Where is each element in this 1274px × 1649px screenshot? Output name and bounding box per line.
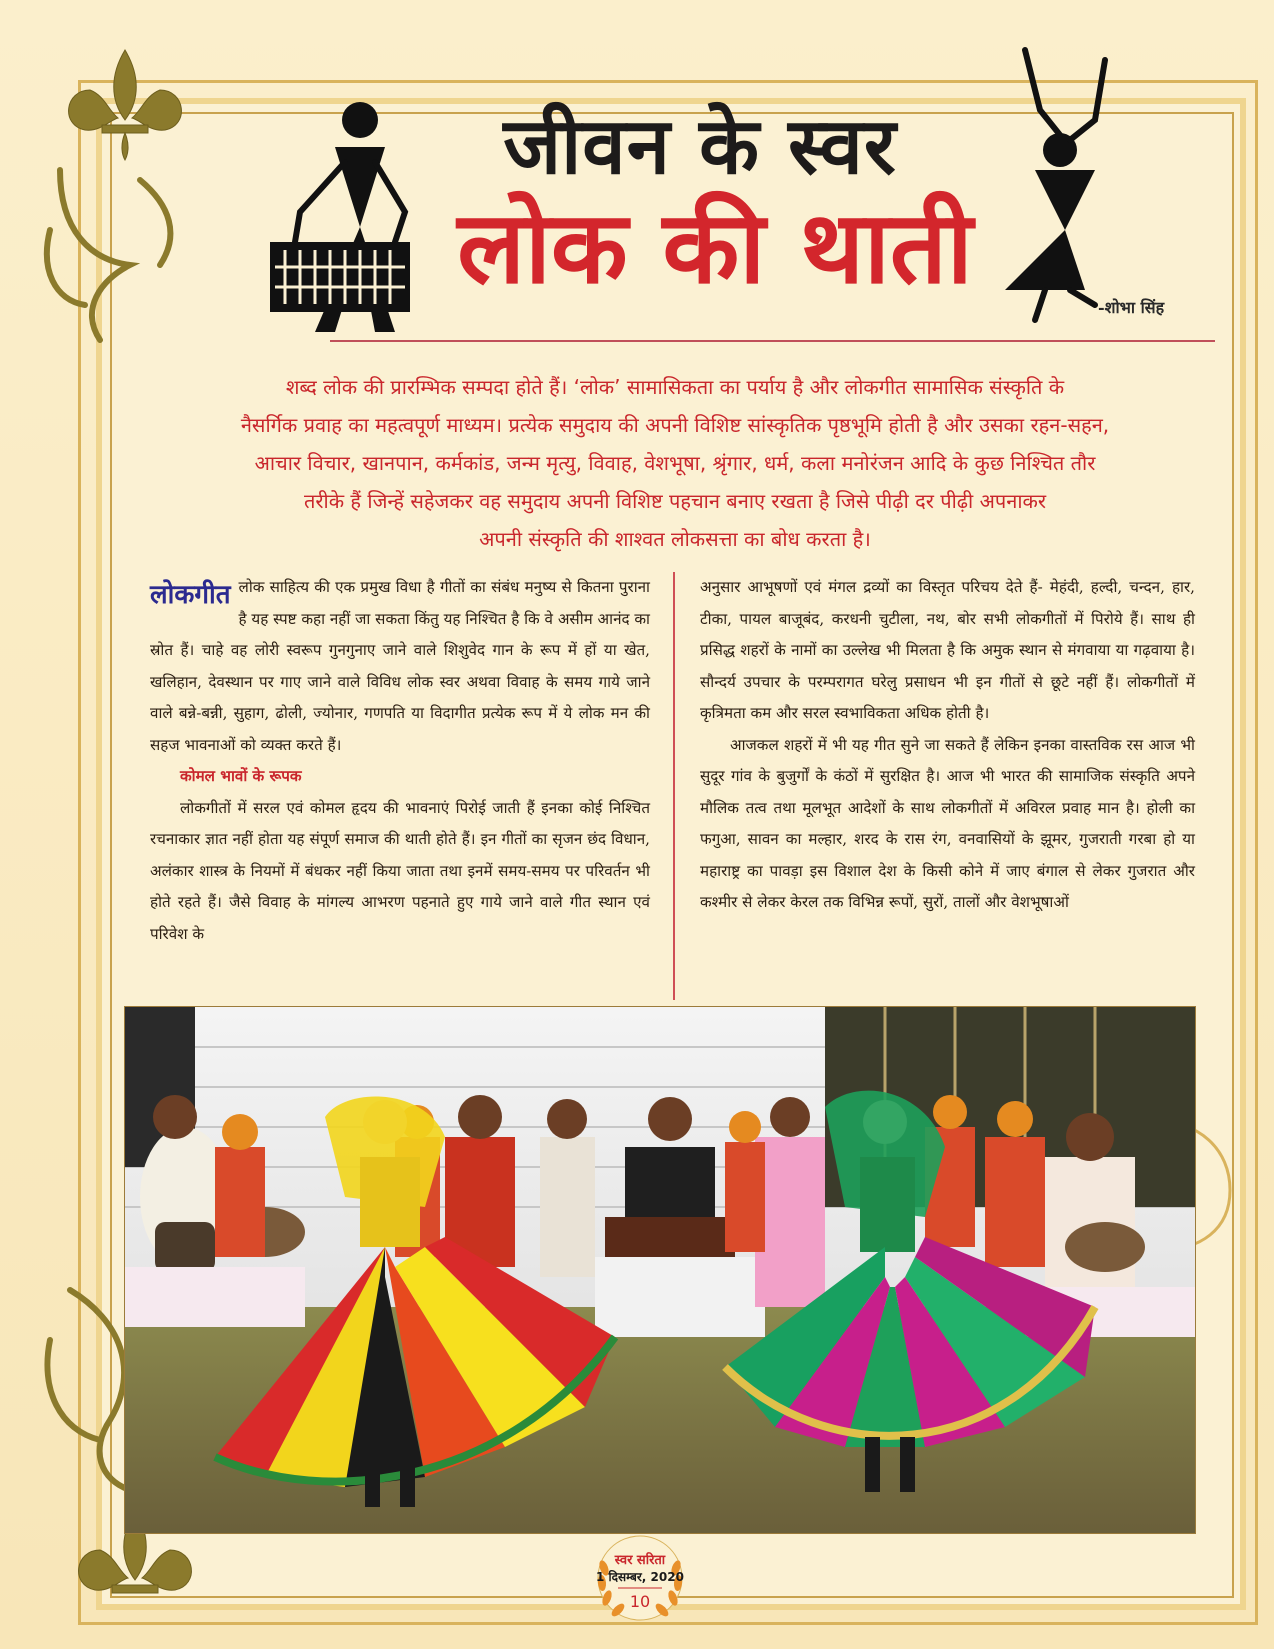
author-name: -शोभा सिंह — [1098, 298, 1165, 317]
left-paragraph-2: लोकगीतों में सरल एवं कोमल हृदय की भावनाएं पिरोई जाती हैं इनका कोई निश्चित रचनाकार ज्ञात नहीं होता यह संपूर्ण समाज की थाती होते हैं। इन गीतों का सृजन छंद विधान, अलंकार शास्त्र के नियमों में बंधकर नहीं किया जाता तथा इनमें समय-समय पर परिवर्तन भी होते रहते हैं। जैसे विवाह के मांगल्य आभरण पहनाते हुए गाये जाने वाले गीत स्थान एवं परिवेश के — [150, 798, 650, 943]
right-paragraph-1: अनुसार आभूषणों एवं मंगल द्रव्यों का विस्तृत परिचय देते हैं- मेहंदी, हल्दी, चन्दन, हार, टीका, पायल बाजूबंद, करधनी चुटीला, नथ, बोर सभी लोकगीतों में पिरोये हैं। साथ ही प्रसिद्ध शहरों के नामों का उल्लेख भी मिलता है कि अमुक स्थान से मंगवाया या गढ़वाया है। सौन्दर्य उपचार के परम्परागत घरेलु प्रसाधन भी इन गीतों से छूटे नहीं हैं। लोकगीतों में कृत्रिमता कम और सरल स्वभाविकता अधिक होती है। — [700, 578, 1195, 722]
drop-word: लोकगीत — [150, 580, 231, 610]
drummer-figure-illustration — [255, 92, 425, 342]
left-text-column — [150, 572, 650, 950]
right-paragraph-2: आजकल शहरों में भी यह गीत सुने जा सकते हैं लेकिन इनका वास्तविक रस आज भी सुदूर गांव के बुजुर्गों के कंठों में सुरक्षित है। आज भी भारत की सामाजिक संस्कृति अपने मौलिक तत्व तथा मूलभूत आदेशों के साथ लोकगीतों में अविरल प्रवाह मान है। होली का फगुआ, सावन का मल्हार, शरद के रास रंग, वनवासियों के झूमर, गुजराती गरबा हो या महाराष्ट्र का पावड़ा इस विशाल देश के किसी कोने में जाए बंगाल से लेकर गुजरात और कश्मीर से लेकर केरल तक विभिन्न रूपों, सुरों, तालों और वेशभूषाओं — [700, 735, 1195, 911]
title-divider — [330, 340, 1215, 342]
intro-line: शब्द लोक की प्रारम्भिक सम्पदा होते हैं। ‘लोक’ सामासिकता का पर्याय है और लोकगीत सामासिक संस्कृति के — [285, 375, 1065, 399]
intro-line: तरीके हैं जिन्हें सहेजकर वह समुदाय अपनी विशिष्ट पहचान बनाए रखता है जिसे पीढ़ी दर पीढ़ी अपनाकर — [303, 489, 1047, 513]
intro-line: आचार विचार, खानपान, कर्मकांड, जन्म मृत्यु, विवाह, वेशभूषा, श्रृंगार, धर्म, कला मनोरंजन आदि के कुछ निश्चित तौर — [254, 451, 1096, 475]
page-badge — [590, 1528, 690, 1628]
section-subheading: कोमल भावों के रूपक — [180, 767, 302, 785]
intro-paragraph — [150, 368, 1200, 558]
right-text-column — [700, 572, 1195, 919]
title-line-2: लोक की थाती — [457, 189, 973, 306]
left-paragraph-1: लोक साहित्य की एक प्रमुख विधा है गीतों का संबंध मनुष्य से कितना पुराना है यह स्पष्ट कहा नहीं जा सकता किंतु यह निश्चित है कि वे असीम आनंद का स्रोत हैं। चाहे वह लोरी स्वरूप गुनगुनाए जाने वाले शिशुवेद गान के रूप में हों या खेत, खलिहान, देवस्थान पर गाए जाने वाले विविध लोक स्वर अथवा विवाह के समय गाये जाने वाले बन्ने-बन्नी, सुहाग, ढोली, ज्योनार, गणपति या विदागीत प्रत्येक रूप में ये लोक मन की सहज भावनाओं को व्यक्त करते हैं। — [150, 578, 650, 754]
column-divider — [673, 572, 675, 1000]
top-left-fleur-ornament — [30, 30, 220, 350]
intro-line: अपनी संस्कृति की शाश्वत लोकसत्ता का बोध करता है। — [479, 527, 871, 551]
magazine-name: स्वर सरिता — [614, 1553, 666, 1568]
intro-line: नैसर्गिक प्रवाह का महत्वपूर्ण माध्यम। प्रत्येक समुदाय की अपनी विशिष्ट सांस्कृतिक पृष्ठभूमि होती है और उसका रहन-सहन, — [240, 413, 1110, 437]
issue-date: 1 दिसम्बर, 2020 — [596, 1570, 684, 1584]
page-number: 10 — [629, 1592, 651, 1611]
title-line-1: जीवन के स्वर — [503, 102, 897, 192]
folk-dance-photo — [124, 1006, 1196, 1534]
